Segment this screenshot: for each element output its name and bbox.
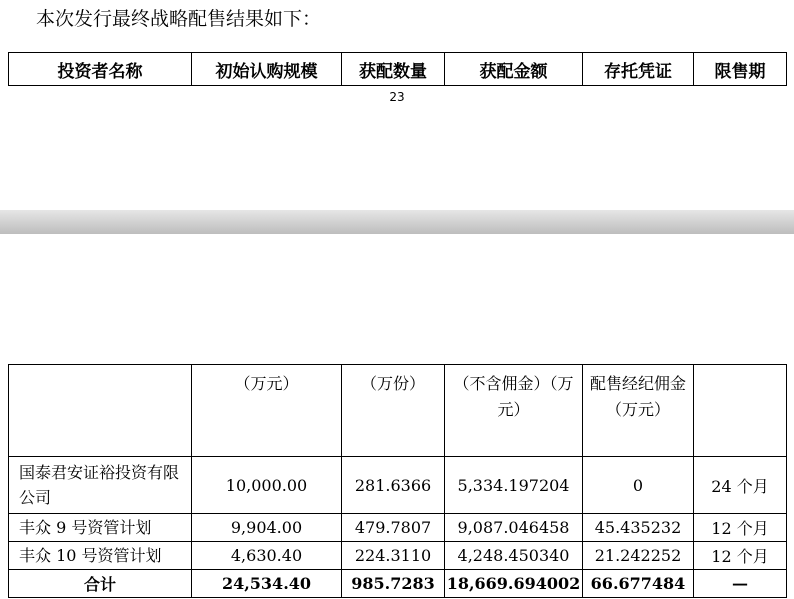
placement-table-header xyxy=(8,52,787,86)
page-number: 23 xyxy=(389,90,405,104)
header-lockup-period: 限售期 xyxy=(694,53,787,86)
lockup-period: 12 个月 xyxy=(694,542,787,570)
header-investor-name: 投资者名称 xyxy=(9,53,192,86)
total-lockup: — xyxy=(694,570,787,598)
header-allocated-quantity: 获配数量 xyxy=(342,53,445,86)
investor-name: 丰众 9 号资管计划 xyxy=(9,514,192,542)
allocated-quantity: 479.7807 xyxy=(342,514,445,542)
lockup-period: 24 个月 xyxy=(694,457,787,514)
allocated-amount: 9,087.046458 xyxy=(445,514,583,542)
page-break xyxy=(0,210,794,234)
total-quantity: 985.7283 xyxy=(342,570,445,598)
header-allocated-amount: 获配金额 xyxy=(445,53,583,86)
allocated-amount: 5,334.197204 xyxy=(445,457,583,514)
header-depositary-receipt: 存托凭证 xyxy=(583,53,694,86)
table-row xyxy=(9,514,787,542)
investor-name: 丰众 10 号资管计划 xyxy=(9,542,192,570)
unit-brokerage-commission: 配售经纪佣金（万元） xyxy=(583,365,694,457)
investor-name: 国泰君安证裕投资有限公司 xyxy=(9,457,192,514)
total-subscription: 24,534.40 xyxy=(192,570,342,598)
initial-subscription: 9,904.00 xyxy=(192,514,342,542)
brokerage-commission: 45.435232 xyxy=(583,514,694,542)
allocated-amount: 4,248.450340 xyxy=(445,542,583,570)
placement-table-body xyxy=(8,364,787,598)
lockup-period: 12 个月 xyxy=(694,514,787,542)
total-commission: 66.677484 xyxy=(583,570,694,598)
allocated-quantity: 224.3110 xyxy=(342,542,445,570)
unit-row xyxy=(9,365,787,457)
brokerage-commission: 0 xyxy=(583,457,694,514)
table-row xyxy=(9,542,787,570)
unit-allocated-amount: （不含佣金）（万元） xyxy=(445,365,583,457)
total-row xyxy=(9,570,787,598)
header-row xyxy=(9,53,787,86)
total-label: 合计 xyxy=(9,570,192,598)
unit-allocated-quantity: （万份） xyxy=(342,365,445,457)
page-top xyxy=(0,0,794,210)
brokerage-commission: 21.242252 xyxy=(583,542,694,570)
unit-lockup-period xyxy=(694,365,787,457)
initial-subscription: 4,630.40 xyxy=(192,542,342,570)
unit-investor-name xyxy=(9,365,192,457)
initial-subscription: 10,000.00 xyxy=(192,457,342,514)
table-row xyxy=(9,457,787,514)
header-initial-subscription: 初始认购规模 xyxy=(192,53,342,86)
total-amount: 18,669.694002 xyxy=(445,570,583,598)
intro-text: 本次发行最终战略配售结果如下： xyxy=(36,8,322,30)
allocated-quantity: 281.6366 xyxy=(342,457,445,514)
unit-initial-subscription: （万元） xyxy=(192,365,342,457)
